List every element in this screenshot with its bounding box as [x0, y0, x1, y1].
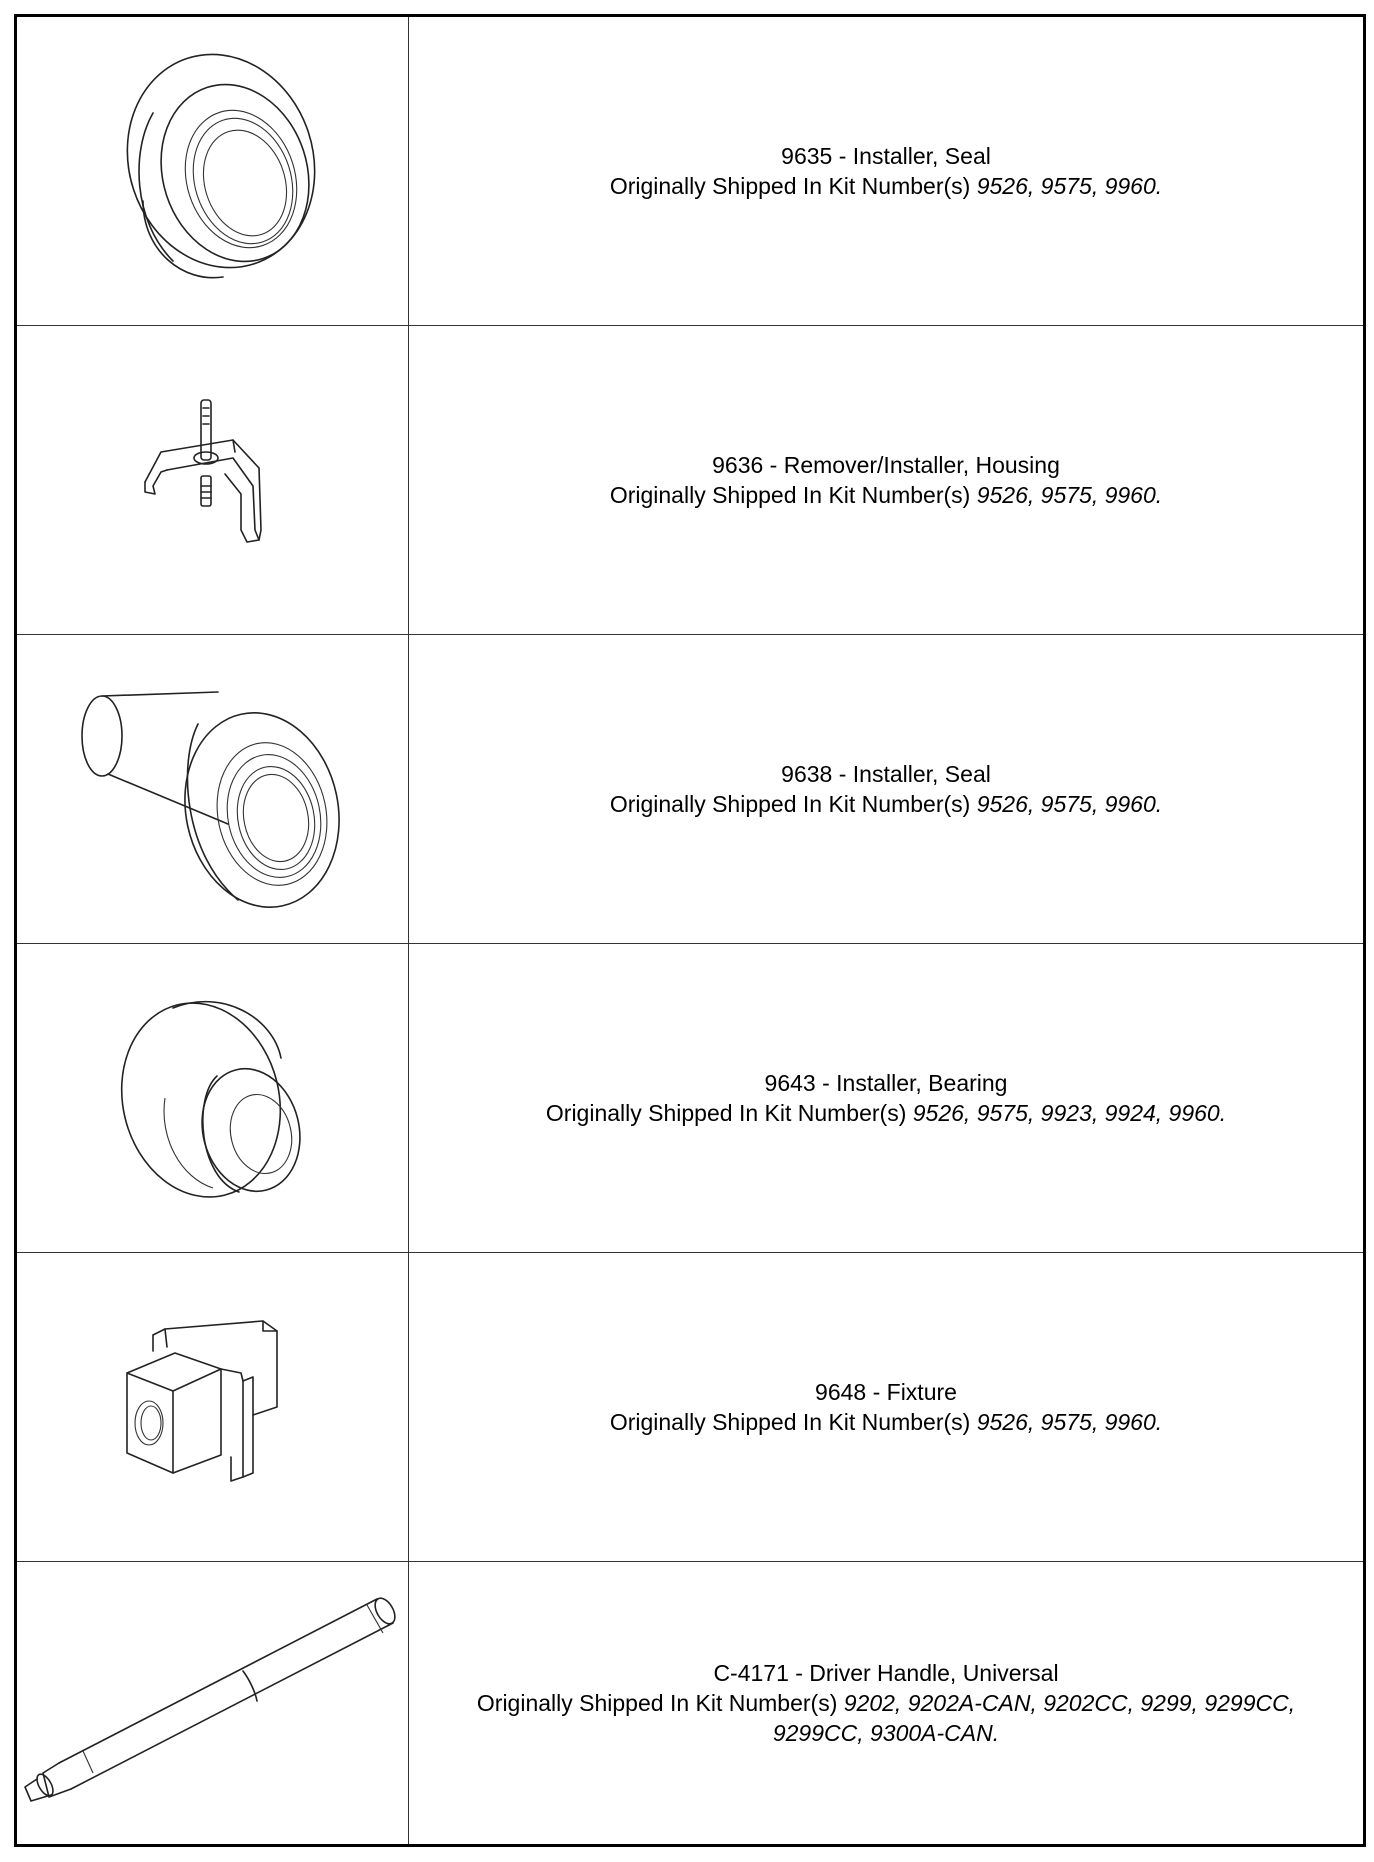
- shipped-kits-line: Originally Shipped In Kit Number(s) 9526, 9575, 9960.: [609, 173, 1163, 199]
- tool-description-cell: [409, 17, 1363, 325]
- tool-image-cell: [17, 635, 409, 943]
- bearing-installer-icon: [113, 988, 313, 1208]
- kit-numbers: 9526, 9575, 9960: [976, 791, 1156, 817]
- tool-image-cell: [17, 944, 409, 1252]
- shipped-prefix: Originally Shipped In Kit Number(s): [609, 173, 971, 199]
- tool-image-cell: [17, 1562, 409, 1844]
- tool-image-cell: [17, 17, 409, 325]
- tool-title: 9648 - Fixture: [815, 1379, 957, 1405]
- tool-title: 9638 - Installer, Seal: [781, 761, 991, 787]
- shipped-kits-line: Originally Shipped In Kit Number(s) 9526, 9575, 9960.: [609, 1409, 1163, 1435]
- shipped-prefix: Originally Shipped In Kit Number(s): [545, 1100, 907, 1126]
- kit-numbers: 9526, 9575, 9960: [976, 173, 1156, 199]
- tool-title: 9643 - Installer, Bearing: [764, 1070, 1008, 1096]
- kit-numbers: 9526, 9575, 9960: [976, 482, 1156, 508]
- table-row: [17, 635, 1363, 943]
- shipped-kits-line: Originally Shipped In Kit Number(s) 9526, 9575, 9960.: [609, 791, 1163, 817]
- tool-description-cell: [409, 1253, 1363, 1561]
- shipped-kits-line: Originally Shipped In Kit Number(s) 9526, 9575, 9923, 9924, 9960.: [545, 1100, 1227, 1126]
- table-row: [17, 1562, 1363, 1844]
- kit-numbers: 9526, 9575, 9960: [976, 1409, 1156, 1435]
- shipped-prefix: Originally Shipped In Kit Number(s): [609, 791, 971, 817]
- seal-installer-cylinder-icon: [68, 664, 358, 914]
- shipped-kits-line: [477, 1688, 1295, 1718]
- shipped-prefix: Originally Shipped In Kit Number(s): [609, 482, 971, 508]
- kit-numbers: 9299CC, 9300A-CAN: [772, 1720, 993, 1746]
- tool-title: C-4171 - Driver Handle, Universal: [713, 1660, 1059, 1686]
- tool-image-cell: [17, 326, 409, 634]
- fixture-block-icon: [113, 1307, 313, 1507]
- tool-description-cell: [409, 1562, 1363, 1844]
- tool-catalog-table: [14, 14, 1366, 1847]
- tool-image-cell: [17, 1253, 409, 1561]
- table-row: [17, 944, 1363, 1252]
- tool-title: 9635 - Installer, Seal: [781, 143, 991, 169]
- table-row: [17, 1253, 1363, 1561]
- seal-installer-ring-icon: [103, 51, 323, 291]
- shipped-prefix: Originally Shipped In Kit Number(s): [609, 1409, 971, 1435]
- table-row: [17, 326, 1363, 634]
- housing-remover-icon: [123, 390, 303, 570]
- shipped-prefix: Originally Shipped In Kit Number(s): [476, 1690, 838, 1716]
- tool-description-cell: [409, 326, 1363, 634]
- driver-handle-icon: [23, 1583, 403, 1823]
- tool-title: 9636 - Remover/Installer, Housing: [712, 452, 1060, 478]
- kit-numbers: 9202, 9202A-CAN, 9202CC, 9299, 9299CC,: [843, 1690, 1296, 1716]
- shipped-kits-line: Originally Shipped In Kit Number(s) 9526, 9575, 9960.: [609, 482, 1163, 508]
- kit-numbers: 9526, 9575, 9923, 9924, 9960: [912, 1100, 1220, 1126]
- tool-description-cell: [409, 944, 1363, 1252]
- tool-description-cell: [409, 635, 1363, 943]
- table-row: [17, 17, 1363, 325]
- shipped-kits-line-continued: 9299CC, 9300A-CAN.: [772, 1720, 1000, 1746]
